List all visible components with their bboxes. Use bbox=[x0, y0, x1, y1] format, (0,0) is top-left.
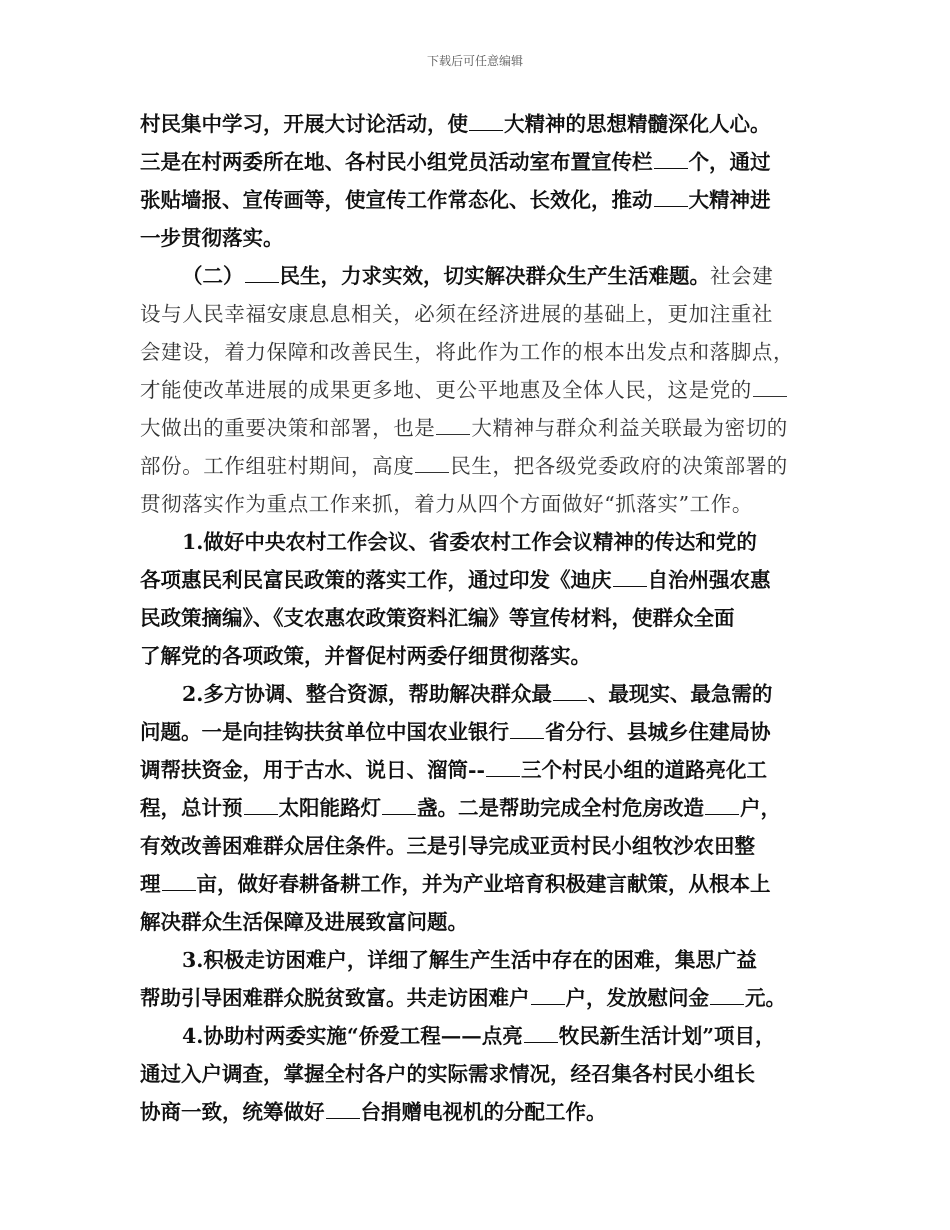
text-line: 三是在村两委所在地、各村民小组党员活动室布置宣传栏 个，通过 bbox=[140, 150, 771, 174]
text-line: 一步贯彻落实。 bbox=[140, 226, 284, 250]
text-line: 程，总计预 太阳能路灯 盏。二是帮助完成全村危房改造 户， bbox=[140, 796, 781, 820]
fill-blank bbox=[710, 986, 744, 1005]
text-line: 帮助引导困难群众脱贫致富。共走访困难户 户，发放慰问金 元。 bbox=[140, 986, 786, 1010]
text-line: 才能使改革进展的成果更多地、更公平地惠及全体人民，这是党的 bbox=[140, 371, 815, 409]
text-line: 部份。工作组驻村期间，高度 民生，把各级党委政府的决策部署的 bbox=[140, 454, 788, 478]
fill-blank bbox=[531, 986, 565, 1005]
text-line: 民政策摘编》、《支农惠农政策资料汇编》等宣传材料，使群众全面 bbox=[140, 606, 735, 630]
text-line: 协商一致，统筹做好 台捐赠电视机的分配工作。 bbox=[140, 1100, 607, 1124]
fill-blank bbox=[613, 568, 647, 587]
fill-blank bbox=[524, 1024, 558, 1043]
fill-blank bbox=[244, 796, 278, 815]
paragraph bbox=[140, 675, 815, 941]
fill-blank bbox=[436, 416, 470, 435]
paragraph bbox=[140, 941, 815, 1017]
fill-blank bbox=[245, 264, 279, 283]
paragraph bbox=[140, 1017, 815, 1131]
text-line: 了解党的各项政策，并督促村两委仔细贯彻落实。 bbox=[140, 644, 591, 668]
fill-blank bbox=[705, 796, 739, 815]
text-line: 贯彻落实作为重点工作来抓，着力从四个方面做好“抓落实”工作。 bbox=[140, 492, 753, 516]
text-line: 4.协助村两委实施“侨爱工程——点亮 牧民新生活计划”项目， bbox=[182, 1024, 776, 1048]
text-line: 各项惠民利民富民政策的落实工作，通过印发《迪庆 自治州强农惠 bbox=[140, 568, 771, 592]
fill-blank bbox=[654, 150, 688, 169]
text-line: 大做出的重要决策和部署，也是 大精神与群众利益关联最为密切的 bbox=[140, 416, 788, 440]
fill-blank bbox=[326, 1100, 360, 1119]
text-line: 设与人民幸福安康息息相关，必须在经济进展的基础上，更加注重社 bbox=[140, 302, 773, 326]
fill-blank bbox=[654, 188, 688, 207]
text-line: 解决群众生活保障及进展致富问题。 bbox=[140, 910, 468, 934]
text-line: 2.多方协调、整合资源，帮助解决群众最 、最现实、最急需的 bbox=[182, 682, 773, 706]
text-line: 调帮扶资金，用于古水、说日、溜筒-- 三个村民小组的道路亮化工 bbox=[140, 758, 768, 782]
page-header-note: 下载后可任意编辑 bbox=[426, 54, 523, 68]
text-line: 3.积极走访困难户，详细了解生产生活中存在的困难，集思广益 bbox=[182, 948, 757, 972]
fill-blank bbox=[162, 872, 196, 891]
fill-blank bbox=[510, 720, 544, 739]
document-body bbox=[140, 105, 815, 1131]
paragraph bbox=[140, 105, 815, 257]
paragraph bbox=[140, 257, 815, 523]
text-line: （二） 民生，力求实效，切实解决群众生产生活难题。社会建 bbox=[182, 264, 774, 288]
text-line: 有效改善困难群众居住条件。三是引导完成亚贡村民小组牧沙农田整 bbox=[140, 834, 755, 858]
text-line: 问题。一是向挂钩扶贫单位中国农业银行 省分行、县城乡住建局协 bbox=[140, 720, 771, 744]
fill-blank bbox=[382, 796, 416, 815]
fill-blank bbox=[753, 378, 787, 397]
fill-blank bbox=[415, 454, 449, 473]
fill-blank bbox=[553, 682, 587, 701]
text-line: 张贴墙报、宣传画等，使宣传工作常态化、长效化，推动 大精神进 bbox=[140, 188, 771, 212]
text-line: 村民集中学习，开展大讨论活动，使 大精神的思想精髓深化人心。 bbox=[140, 112, 771, 136]
paragraph bbox=[140, 523, 815, 675]
fill-blank bbox=[469, 112, 503, 131]
text-line: 会建设，着力保障和改善民生，将此作为工作的根本出发点和落脚点， bbox=[140, 340, 795, 364]
text-line: 理 亩，做好春耕备耕工作，并为产业培育积极建言献策，从根本上 bbox=[140, 872, 771, 896]
text-line: 1.做好中央农村工作会议、省委农村工作会议精神的传达和党的 bbox=[182, 530, 757, 554]
text-line: 通过入户调查，掌握全村各户的实际需求情况，经召集各村民小组长 bbox=[140, 1062, 755, 1086]
fill-blank bbox=[486, 758, 520, 777]
